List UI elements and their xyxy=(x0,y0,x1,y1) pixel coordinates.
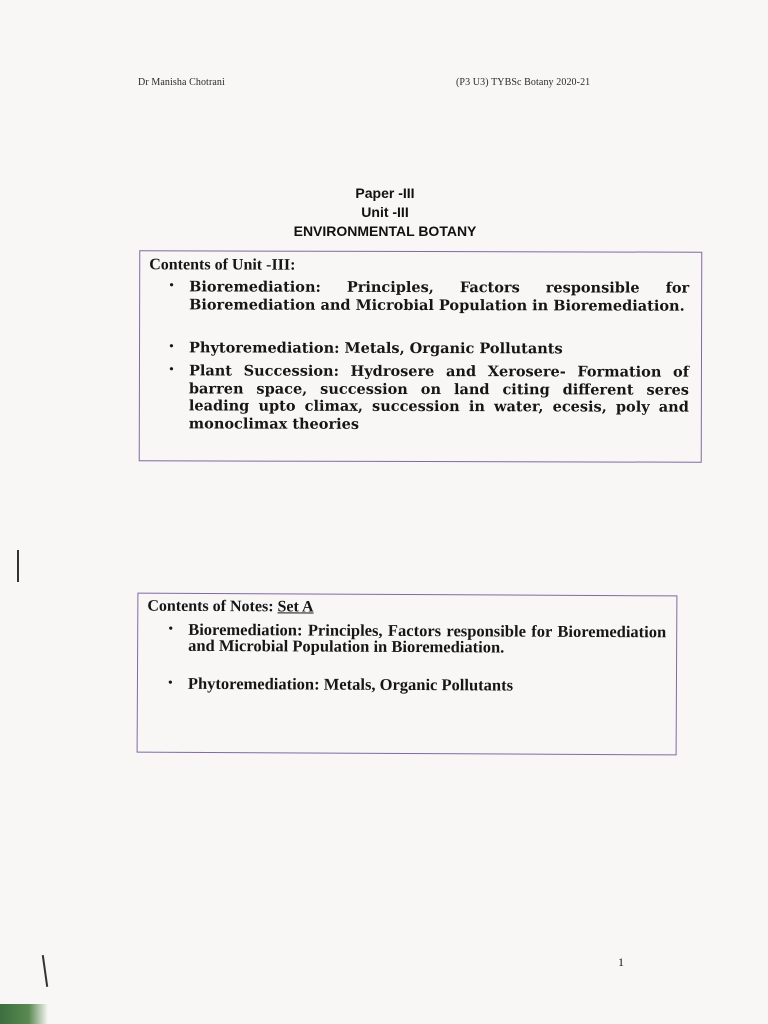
margin-pen-mark xyxy=(17,550,19,582)
bullet-icon: • xyxy=(168,362,174,378)
list-item xyxy=(168,619,667,657)
unit-item-text: Plant Succession: Hydrosere and Xerosere- Formation of barren space, succession on land citing different seres leading upto climax, succession in water, ecesis, poly and monoclimax theories xyxy=(188,362,689,433)
unit-contents-box xyxy=(139,250,703,462)
paper-title: Paper -III xyxy=(355,185,415,201)
list-item xyxy=(168,362,689,433)
photo-corner-artifact xyxy=(0,1004,48,1024)
unit-title: Unit -III xyxy=(361,204,409,220)
notes-contents-box xyxy=(137,593,678,756)
notes-item-text: Phytoremediation: Metals, Organic Pollutants xyxy=(187,673,514,695)
list-item xyxy=(169,278,690,315)
bullet-icon: • xyxy=(169,278,175,294)
notes-heading-prefix: Contents of Notes: xyxy=(147,597,274,616)
list-item xyxy=(167,673,666,695)
bullet-icon: • xyxy=(169,339,174,355)
subject-title: ENVIRONMENTAL BOTANY xyxy=(293,223,477,239)
unit-contents-heading: Contents of Unit -III: xyxy=(149,256,296,274)
notes-contents-heading xyxy=(147,598,313,617)
page-number: 1 xyxy=(618,955,624,969)
header-author: Dr Manisha Chotrani xyxy=(138,77,225,88)
list-item xyxy=(169,339,689,358)
title-block xyxy=(240,184,530,241)
bullet-icon: • xyxy=(167,675,173,691)
unit-item-text: Bioremediation: Principles, Factors responsible for Bioremediation and Microbial Population in Bioremediation. xyxy=(189,278,690,315)
notes-item-text: Bioremediation: Principles, Factors responsible for Bioremediation and Microbial Population in Bioremediation. xyxy=(188,619,667,657)
margin-pen-mark xyxy=(42,955,48,987)
bullet-icon: • xyxy=(168,621,174,637)
header-course-code: (P3 U3) TYBSc Botany 2020-21 xyxy=(456,77,591,88)
unit-item-text: Phytoremediation: Metals, Organic Pollutants xyxy=(188,339,563,358)
set-label: Set A xyxy=(277,598,314,616)
